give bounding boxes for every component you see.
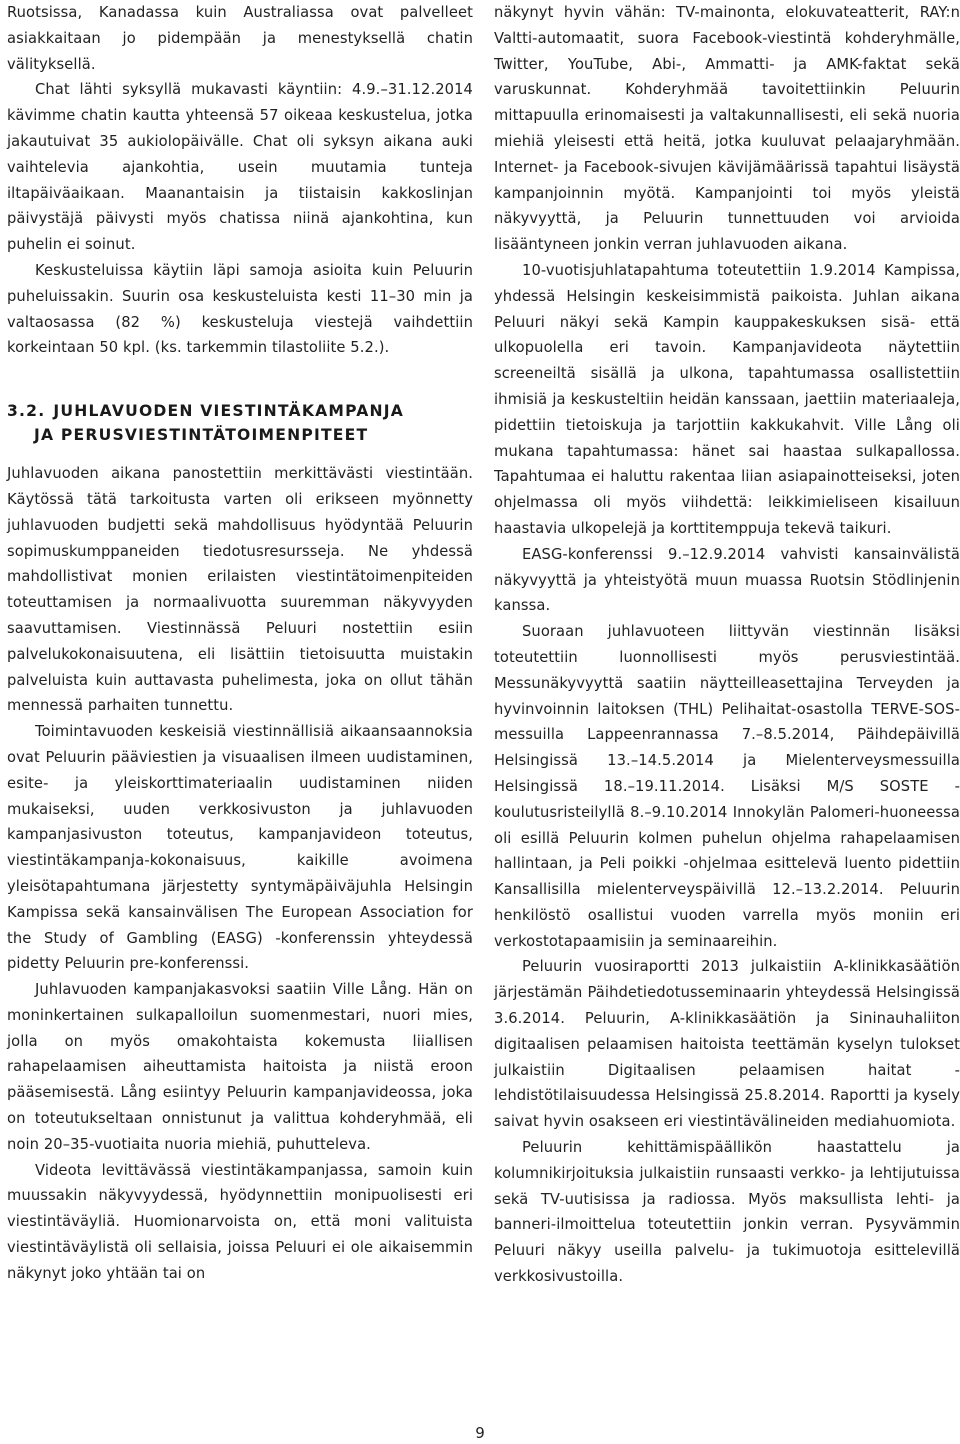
- section-number: 3.2.: [7, 402, 46, 421]
- paragraph: Ruotsissa, Kanadassa kuin Australiassa ovat palvelleet asiakkaitaan jo pidempään ja menestyksellä chatin välityksellä.: [7, 4, 473, 73]
- paragraph: Suoraan juhlavuoteen liittyvän viestinnän lisäksi toteutettiin luonnollisesti myös perusviestintää. Messunäkyvyyttä saatiin näytteilleasettajina Terveyden ja hyvinvoinnin laitoksen (THL) Pelihaitat-osastolla TERVE-SOS-messuilla Lappeenrannassa 7.–8.5.2014, Päihdepäivillä Helsingissä 13.–14.5.2014 ja Mielenterveysmessuilla Helsingissä 18.–19.11.2014. Lisäksi M/S SOSTE -koulutusristeilyllä 8.–9.10.2014 Innokylän Palomeri-huoneessa oli esillä Peluurin kolmen puhelun ohjelma rahapelaamisen hallintaan, ja Peli poikki -ohjelmaa esittelevä luento pidettiin Kansallisilla mielenterveyspäivillä 12.–13.2.2014. Peluurin henkilöstö osallistui vuoden varrella myös moniin eri verkostotapaamisiin ja seminaareihin.: [494, 623, 960, 950]
- paragraph: Videota levittävässä viestintäkampanjassa, samoin kuin muussakin näkyvyydessä, hyödynnettiin monipuolisesti eri viestintäväyliä. Huomionarvoista on, että moni valituista viestintäväylistä oli sellaisia, joissa Peluuri ei ole aikaisemmin näkynyt joko yhtään tai on: [7, 1161, 473, 1282]
- paragraph: 10-vuotisjuhlatapahtuma toteutettiin 1.9.2014 Kampissa, yhdessä Helsingin keskeisimmistä paikoista. Juhlan aikana Peluuri näkyi sekä Kampin kauppakeskuksen sisä- että ulkopuolella eri tavoin. Kampanjavideota näytettiin screeneiltä sisällä ja ulkona, tapahtumassa osallistettiin ihmisiä ja keskusteltiin heidän kanssaan, jaettiin materiaaleja, pidettiin tietoiskuja ja tarjottiin kakkukahvit. Ville Lång oli mukana tapahtumassa: hänet sai haastaa sulkapallossa. Tapahtumaa ei haluttu rakentaa liian asiapainotteiseksi, joten ohjelmassa oli myös viihdettä: leikkimieliseen kisailuun haastavia ulkopelejä ja korttitemppuja tekevä taikuri.: [494, 261, 960, 537]
- paragraph: Keskusteluissa käytiin läpi samoja asioita kuin Peluurin puheluissakin. Suurin osa keskusteluista kesti 11–30 min ja valtaosassa (82 %) keskusteluja viestejä vaihdettiin korkeintaan 50 kpl. (ks. tarkemmin tilastoliite 5.2.).: [7, 261, 473, 357]
- section-title-line-2: JA PERUSVIESTINTÄTOIMENPITEET: [34, 426, 369, 445]
- paragraph: EASG-konferenssi 9.–12.9.2014 vahvisti kansainvälistä näkyvyyttä ja yhteistyötä muun muassa Ruotsin Stödlinjenin kanssa.: [494, 545, 960, 615]
- paragraph: Peluurin kehittämispäällikön haastattelu ja kolumnikirjoituksia julkaistiin runsaasti verkko- ja lehtijutuissa sekä TV-uutisissa ja radiossa. Myös maksullista lehti- ja banneri-ilmoittelua toteutettiin jonkin verran. Pysyvämmin Peluuri näkyy useilla palvelu- ja tukimuotoja esittelevillä verkkosivustoilla.: [494, 1139, 960, 1286]
- right-column: [494, 0, 960, 1290]
- paragraph: näkynyt hyvin vähän: TV-mainonta, elokuvateatterit, RAY:n Valtti-automaatit, suora Facebook-viestintä kohderyhmälle, Twitter, YouTube, Abi-, Ammatti- ja AMK-faktat sekä varuskunnat. Kohderyhmää tavoitettiinkin Peluurin mittapuulla erinomaisesti ja valtakunnallisesti, eli sekä nuoria miehiä yleisesti että heitä, jotka kuuluvat pelaajaryhmään. Internet- ja Facebook-sivujen kävijämäärissä tapahtui lisäystä kampanjoinnin myötä. Kampanjointi toi myös yleistä näkyvyyttä, ja Peluurin tunnettuuden voi arvioida lisääntyneen jonkin verran juhlavuoden aikana.: [494, 4, 960, 254]
- paragraph: Juhlavuoden aikana panostettiin merkittävästi viestintään. Käytössä tätä tarkoitusta varten oli erikseen myönnetty juhlavuoden budjetti sekä mahdollisuus hyödyntää Peluurin sopimuskumppaneiden tiedotusresursseja. Ne yhdessä mahdollistivat monien erilaisten viestintätoimenpiteiden toteuttamisen ja normaalivuotta suuremman näkyvyyden saavuttamisen. Viestinnässä Peluuri nostettiin esiin palvelukokonaisuutena, eli lisättiin tietoisuutta muistakin palveluista kuin auttavasta puhelimesta, joka on ollut tähän mennessä parhaiten tunnettu.: [7, 465, 473, 715]
- paragraph: Juhlavuoden kampanjakasvoksi saatiin Ville Lång. Hän on moninkertainen sulkapalloilun suomenmestari, nuori mies, jolla on myös omakohtaista kokemusta liiallisen rahapelaamisen aiheuttamista haitoista ja niistä eroon pääsemisestä. Lång esiintyy Peluurin kampanjavideossa, joka on toteutukseltaan onnistunut ja valittua kohderyhmää, eli noin 20–35-vuotiaita nuoria miehiä, puhutteleva.: [7, 981, 473, 1153]
- paragraph: Toimintavuoden keskeisiä viestinnällisiä aikaansaannoksia ovat Peluurin pääviestien ja visuaalisen ilmeen uudistaminen, esite- ja yleiskorttimateriaalin uudistaminen niiden mukaiseksi, uuden verkkosivuston ja juhlavuoden kampanjasivuston toteutus, kampanjavideon toteutus, viestintäkampanja-kokonaisuus, kaikille avoimena yleisötapahtumana järjestetty syntymäpäiväjuhla Helsingin Kampissa sekä kansainvälisen The European Association for the Study of Gambling (EASG) -konferenssin yhteydessä pidetty Peluurin pre-konferenssi.: [7, 723, 473, 973]
- paragraph: Peluurin vuosiraportti 2013 julkaistiin A-klinikkasäätiön järjestämän Päihdetiedotusseminaarin yhteydessä Helsingissä 3.6.2014. Peluurin, A-klinikkasäätiön ja Sininauhaliiton digitaalisen pelaamisen haitoista teettämän kyselyn tulokset julkaistiin Digitaalisen pelaamisen haitat -lehdistötilaisuudessa Helsingissä 25.8.2014. Raportti ja kysely saivat hyvin osakseen eri viestintävälineiden mediahuomiota.: [494, 958, 960, 1131]
- section-heading: [7, 399, 473, 447]
- left-column: [7, 0, 473, 1287]
- section-title-line-1: JUHLAVUODEN VIESTINTÄKAMPANJA: [53, 402, 405, 421]
- paragraph: Chat lähti syksyllä mukavasti käyntiin: 4.9.–31.12.2014 kävimme chatin kautta yhteensä 57 oikeaa keskustelua, jotka jakautuivat 35 aukiolopäivälle. Chat oli syksyn aikana auki vaihtelevia ajankohtia, usein muutamia tunteja iltapäiväaikaan. Maanantaisin ja tiistaisin kakkoslinjan päivystäjä päivysti myös chatissa niinä ajankohtina, kun puhelin ei soinut.: [7, 81, 473, 254]
- page-number: 9: [475, 1424, 485, 1442]
